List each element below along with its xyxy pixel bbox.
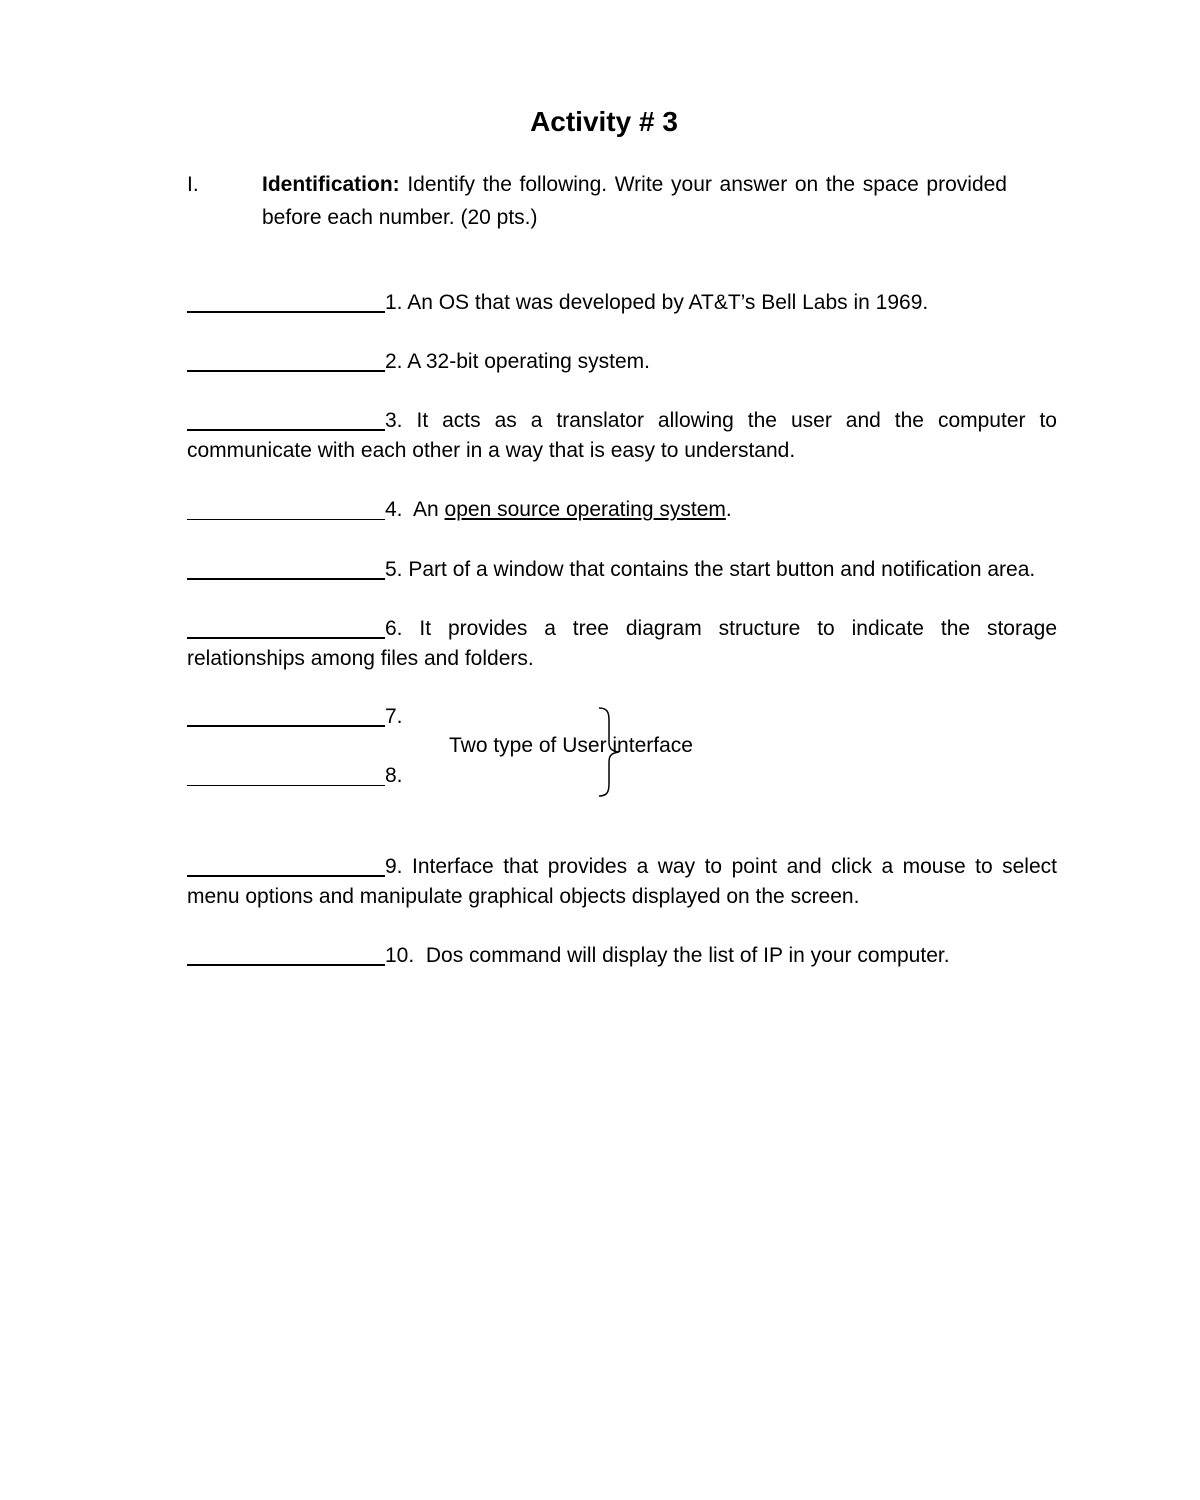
question-10 [187,941,1057,971]
section-instructions-block [262,168,1007,234]
question-number-4: 4. [385,498,403,521]
bracket-label: Two type of User interface [449,734,693,757]
question-text-9: Interface that provides a way to point and click a mouse to select menu options and manipulate graphical objects displayed on the screen. [187,855,1057,908]
question-text-4-before: An [402,498,445,521]
user-interface-group [187,702,787,802]
question-9 [187,852,1057,912]
question-3 [187,406,1057,466]
question-8 [187,761,403,791]
question-1 [187,288,1057,318]
section-identification [187,168,1007,234]
question-number-10: 10. [385,944,415,967]
question-4 [187,495,1057,525]
answer-blank-6[interactable] [187,616,385,639]
answer-blank-3[interactable] [187,408,385,431]
question-number-6: 6. [385,617,403,640]
question-2 [187,347,1057,377]
section-label: Identification: [262,173,400,196]
answer-blank-8[interactable] [187,764,385,786]
question-text-6: It provides a tree diagram structure to indicate the storage relationships among files and folders. [187,617,1057,670]
question-text-3: It acts as a translator allowing the user and the computer to communicate with each other in a way that is easy to understand. [187,409,1057,462]
question-5 [187,555,1057,585]
answer-blank-2[interactable] [187,349,385,372]
answer-blank-9[interactable] [187,854,385,877]
answer-blank-7[interactable] [187,704,385,727]
question-text-4-underlined: open source operating system [444,498,726,521]
question-text-4-after: . [725,498,732,521]
question-text-2: A 32-bit operating system. [402,350,650,373]
answer-blank-5[interactable] [187,557,385,580]
question-number-2: 2. [385,350,403,373]
question-number-7: 7. [385,705,403,728]
question-6 [187,614,1057,674]
page-title: Activity # 3 [530,106,678,137]
question-text-10: Dos command will display the list of IP in your computer. [414,944,950,967]
question-text-5: Part of a window that contains the start button and notification area. [402,558,1036,581]
question-7 [187,702,403,732]
section-instructions: Identify the following. Write your answer on the space provided before each number. (20 pts.) [262,173,1007,229]
question-number-5: 5. [385,558,403,581]
question-number-1: 1. [385,291,403,314]
question-number-9: 9. [385,855,403,878]
question-number-8: 8. [385,764,403,787]
section-number: I. [187,173,199,196]
answer-blank-10[interactable] [187,943,385,966]
answer-blank-1[interactable] [187,290,385,313]
answer-blank-4[interactable] [187,498,385,520]
question-number-3: 3. [385,409,403,432]
question-text-1: An OS that was developed by AT&T’s Bell Labs in 1969. [402,291,929,314]
